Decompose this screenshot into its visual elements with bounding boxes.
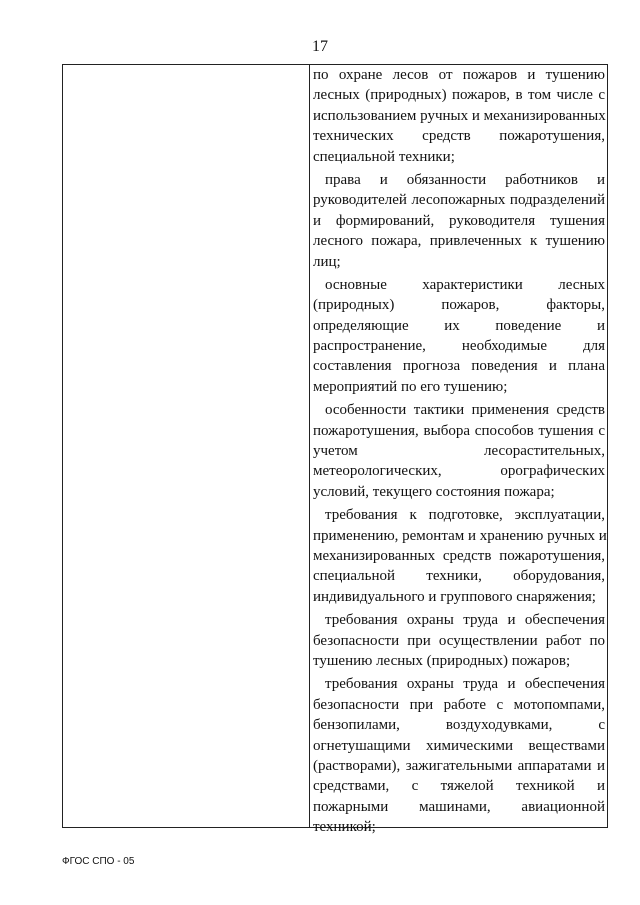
text-line: специальной техники; bbox=[313, 148, 455, 165]
text-line: лесных (природных) пожаров, в том числе с bbox=[313, 87, 605, 104]
text-line: требования охраны труда и обеспечения bbox=[325, 612, 605, 629]
text-line: мероприятий по его тушению; bbox=[313, 378, 508, 395]
text-line: (природных) пожаров, факторы, bbox=[313, 297, 605, 314]
text-line: техникой; bbox=[313, 819, 376, 836]
text-line: составления прогноза поведения и плана bbox=[313, 358, 605, 375]
text-paragraph bbox=[313, 170, 605, 272]
text-line: по охране лесов от пожаров и тушению bbox=[313, 67, 605, 83]
column-divider bbox=[309, 65, 310, 827]
text-line: учетом лесорастительных, bbox=[313, 443, 605, 460]
page-number: 17 bbox=[312, 38, 328, 55]
text-line: безопасности при осуществлении работ по bbox=[313, 632, 605, 649]
text-line: распространение, необходимые для bbox=[313, 338, 605, 355]
text-paragraph bbox=[313, 400, 605, 502]
text-line: технических средств пожаротушения, bbox=[313, 128, 605, 145]
content-table bbox=[62, 64, 608, 836]
text-line: (растворами), зажигательными аппаратами и bbox=[313, 757, 605, 774]
text-line: средствами, с тяжелой техникой и bbox=[313, 778, 605, 795]
text-line: огнетушащими химическими веществами bbox=[313, 737, 605, 754]
text-paragraph bbox=[313, 275, 605, 397]
text-line: требования к подготовке, эксплуатации, bbox=[325, 507, 605, 524]
requirements-text-cell bbox=[313, 65, 605, 840]
text-paragraph bbox=[313, 610, 605, 671]
text-line: безопасности при работе с мотопомпами, bbox=[313, 696, 605, 713]
text-line: особенности тактики применения средств bbox=[325, 402, 605, 419]
text-paragraph bbox=[313, 505, 605, 607]
text-paragraph bbox=[313, 674, 605, 837]
text-line: индивидуального и группового снаряжения; bbox=[313, 588, 596, 605]
text-line: пожарными машинами, авиационной bbox=[313, 798, 605, 815]
text-line: применению, ремонтам и хранению ручных и bbox=[313, 527, 607, 544]
text-line: и формирований, руководителя тушения bbox=[313, 212, 605, 229]
text-line: специальной техники, оборудования, bbox=[313, 568, 605, 585]
text-line: механизированных средств пожаротушения, bbox=[313, 547, 605, 564]
text-line: определяющие их поведение и bbox=[313, 317, 605, 334]
text-line: основные характеристики лесных bbox=[325, 276, 605, 293]
text-line: условий, текущего состояния пожара; bbox=[313, 483, 555, 500]
text-line: использованием ручных и механизированных bbox=[313, 107, 606, 124]
text-line: требования охраны труда и обеспечения bbox=[325, 676, 605, 693]
text-line: лесного пожара, привлеченных к тушению bbox=[313, 233, 605, 250]
text-line: руководителей лесопожарных подразделений bbox=[313, 192, 605, 209]
text-line: тушению лесных (природных) пожаров; bbox=[313, 652, 571, 669]
text-paragraph bbox=[313, 65, 605, 167]
document-footer: ФГОС СПО - 05 bbox=[62, 856, 135, 867]
text-line: пожаротушения, выбора способов тушения с bbox=[313, 422, 605, 439]
text-line: права и обязанности работников и bbox=[325, 171, 605, 188]
text-line: метеорологических, орографических bbox=[313, 463, 605, 480]
text-line: лиц; bbox=[313, 253, 341, 270]
text-line: бензопилами, воздуходувками, с bbox=[313, 717, 605, 734]
